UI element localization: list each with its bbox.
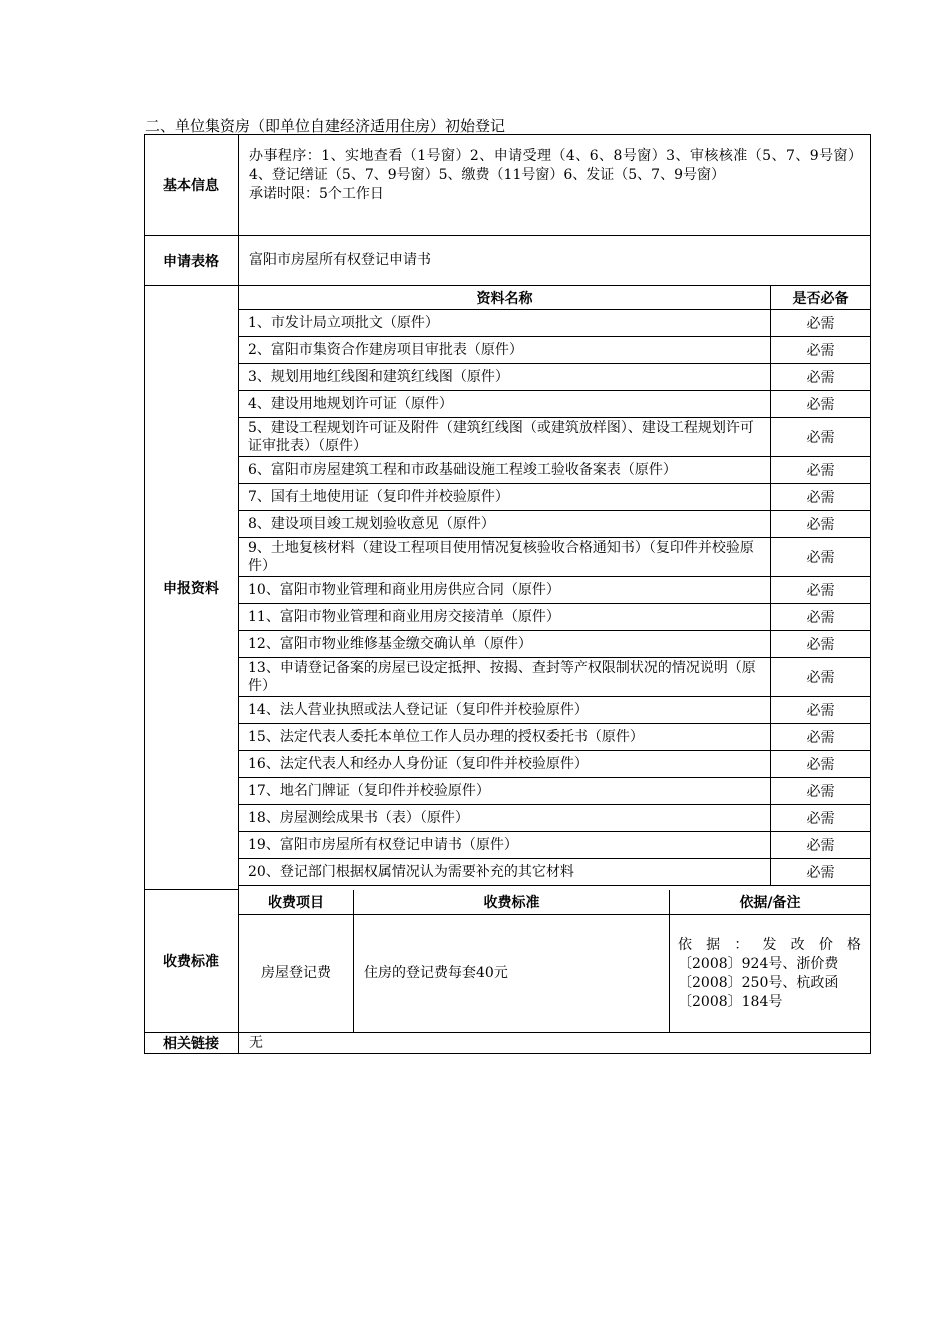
materials-label: 申报资料 (144, 286, 239, 890)
material-required: 必需 (771, 418, 871, 457)
material-required: 必需 (771, 859, 871, 886)
fee-basis-line: 〔2008〕924号、浙价费 (678, 955, 839, 972)
materials-header-name: 资料名称 (239, 286, 771, 310)
material-required: 必需 (771, 538, 871, 577)
material-name: 17、地名门牌证（复印件并校验原件） (239, 778, 771, 805)
material-required: 必需 (771, 658, 871, 697)
fee-basis-line: 依 据 ： 发 改 价 格 (678, 936, 861, 953)
fees-header-basis: 依据/备注 (670, 890, 871, 915)
material-required: 必需 (771, 604, 871, 631)
material-name: 2、富阳市集资合作建房项目审批表（原件） (239, 337, 771, 364)
material-name: 1、市发计局立项批文（原件） (239, 310, 771, 337)
material-name: 5、建设工程规划许可证及附件（建筑红线图（或建筑放样图）、建设工程规划许可证审批表）（原件） (239, 418, 771, 457)
links-label: 相关链接 (144, 1033, 239, 1054)
material-required: 必需 (771, 391, 871, 418)
material-required: 必需 (771, 778, 871, 805)
basic-info-content (239, 134, 871, 236)
fee-standard: 住房的登记费每套40元 (354, 915, 670, 1033)
material-name: 10、富阳市物业管理和商业用房供应合同（原件） (239, 577, 771, 604)
fees-header-standard: 收费标准 (354, 890, 670, 915)
material-required: 必需 (771, 364, 871, 391)
fee-basis-line: 〔2008〕250号、杭政函 (678, 974, 839, 991)
material-required: 必需 (771, 697, 871, 724)
material-required: 必需 (771, 577, 871, 604)
material-required: 必需 (771, 511, 871, 538)
material-name: 14、法人营业执照或法人登记证（复印件并校验原件） (239, 697, 771, 724)
material-name: 20、登记部门根据权属情况认为需要补充的其它材料 (239, 859, 771, 886)
material-required: 必需 (771, 310, 871, 337)
material-name: 3、规划用地红线图和建筑红线图（原件） (239, 364, 771, 391)
material-name: 7、国有土地使用证（复印件并校验原件） (239, 484, 771, 511)
links-value: 无 (239, 1033, 871, 1054)
materials-header-required: 是否必备 (771, 286, 871, 310)
material-name: 19、富阳市房屋所有权登记申请书（原件） (239, 832, 771, 859)
fees-header-item: 收费项目 (239, 890, 354, 915)
material-name: 6、富阳市房屋建筑工程和市政基础设施工程竣工验收备案表（原件） (239, 457, 771, 484)
material-required: 必需 (771, 631, 871, 658)
material-required: 必需 (771, 832, 871, 859)
material-name: 12、富阳市物业维修基金缴交确认单（原件） (239, 631, 771, 658)
fee-item: 房屋登记费 (239, 915, 354, 1033)
material-name: 13、申请登记备案的房屋已设定抵押、按揭、查封等产权限制状况的情况说明（原件） (239, 658, 771, 697)
material-required: 必需 (771, 751, 871, 778)
material-name: 16、法定代表人和经办人身份证（复印件并校验原件） (239, 751, 771, 778)
material-required: 必需 (771, 724, 871, 751)
material-required: 必需 (771, 484, 871, 511)
material-name: 8、建设项目竣工规划验收意见（原件） (239, 511, 771, 538)
basic-info-label: 基本信息 (144, 134, 239, 236)
page-title: 二、单位集资房（即单位自建经济适用住房）初始登记 (145, 117, 506, 135)
material-name: 18、房屋测绘成果书（表）（原件） (239, 805, 771, 832)
application-form-value: 富阳市房屋所有权登记申请书 (239, 236, 871, 286)
application-form-label: 申请表格 (144, 236, 239, 286)
material-name: 15、法定代表人委托本单位工作人员办理的授权委托书（原件） (239, 724, 771, 751)
procedure-text: 办事程序：1、实地查看（1号窗）2、申请受理（4、6、8号窗）3、审核核准（5、7、9号窗）4、登记缮证（5、7、9号窗）5、缴费（11号窗）6、发证（5、7、9号窗） (249, 148, 862, 183)
material-name: 11、富阳市物业管理和商业用房交接清单（原件） (239, 604, 771, 631)
fee-basis (670, 915, 871, 1033)
material-name: 4、建设用地规划许可证（原件） (239, 391, 771, 418)
material-required: 必需 (771, 457, 871, 484)
fees-label: 收费标准 (144, 890, 239, 1033)
time-limit-text: 承诺时限：5个工作日 (249, 186, 384, 202)
material-required: 必需 (771, 337, 871, 364)
material-required: 必需 (771, 805, 871, 832)
fee-basis-line: 〔2008〕184号 (678, 993, 783, 1010)
registration-table (144, 134, 871, 1054)
material-name: 9、土地复核材料（建设工程项目使用情况复核验收合格通知书）（复印件并校验原件） (239, 538, 771, 577)
